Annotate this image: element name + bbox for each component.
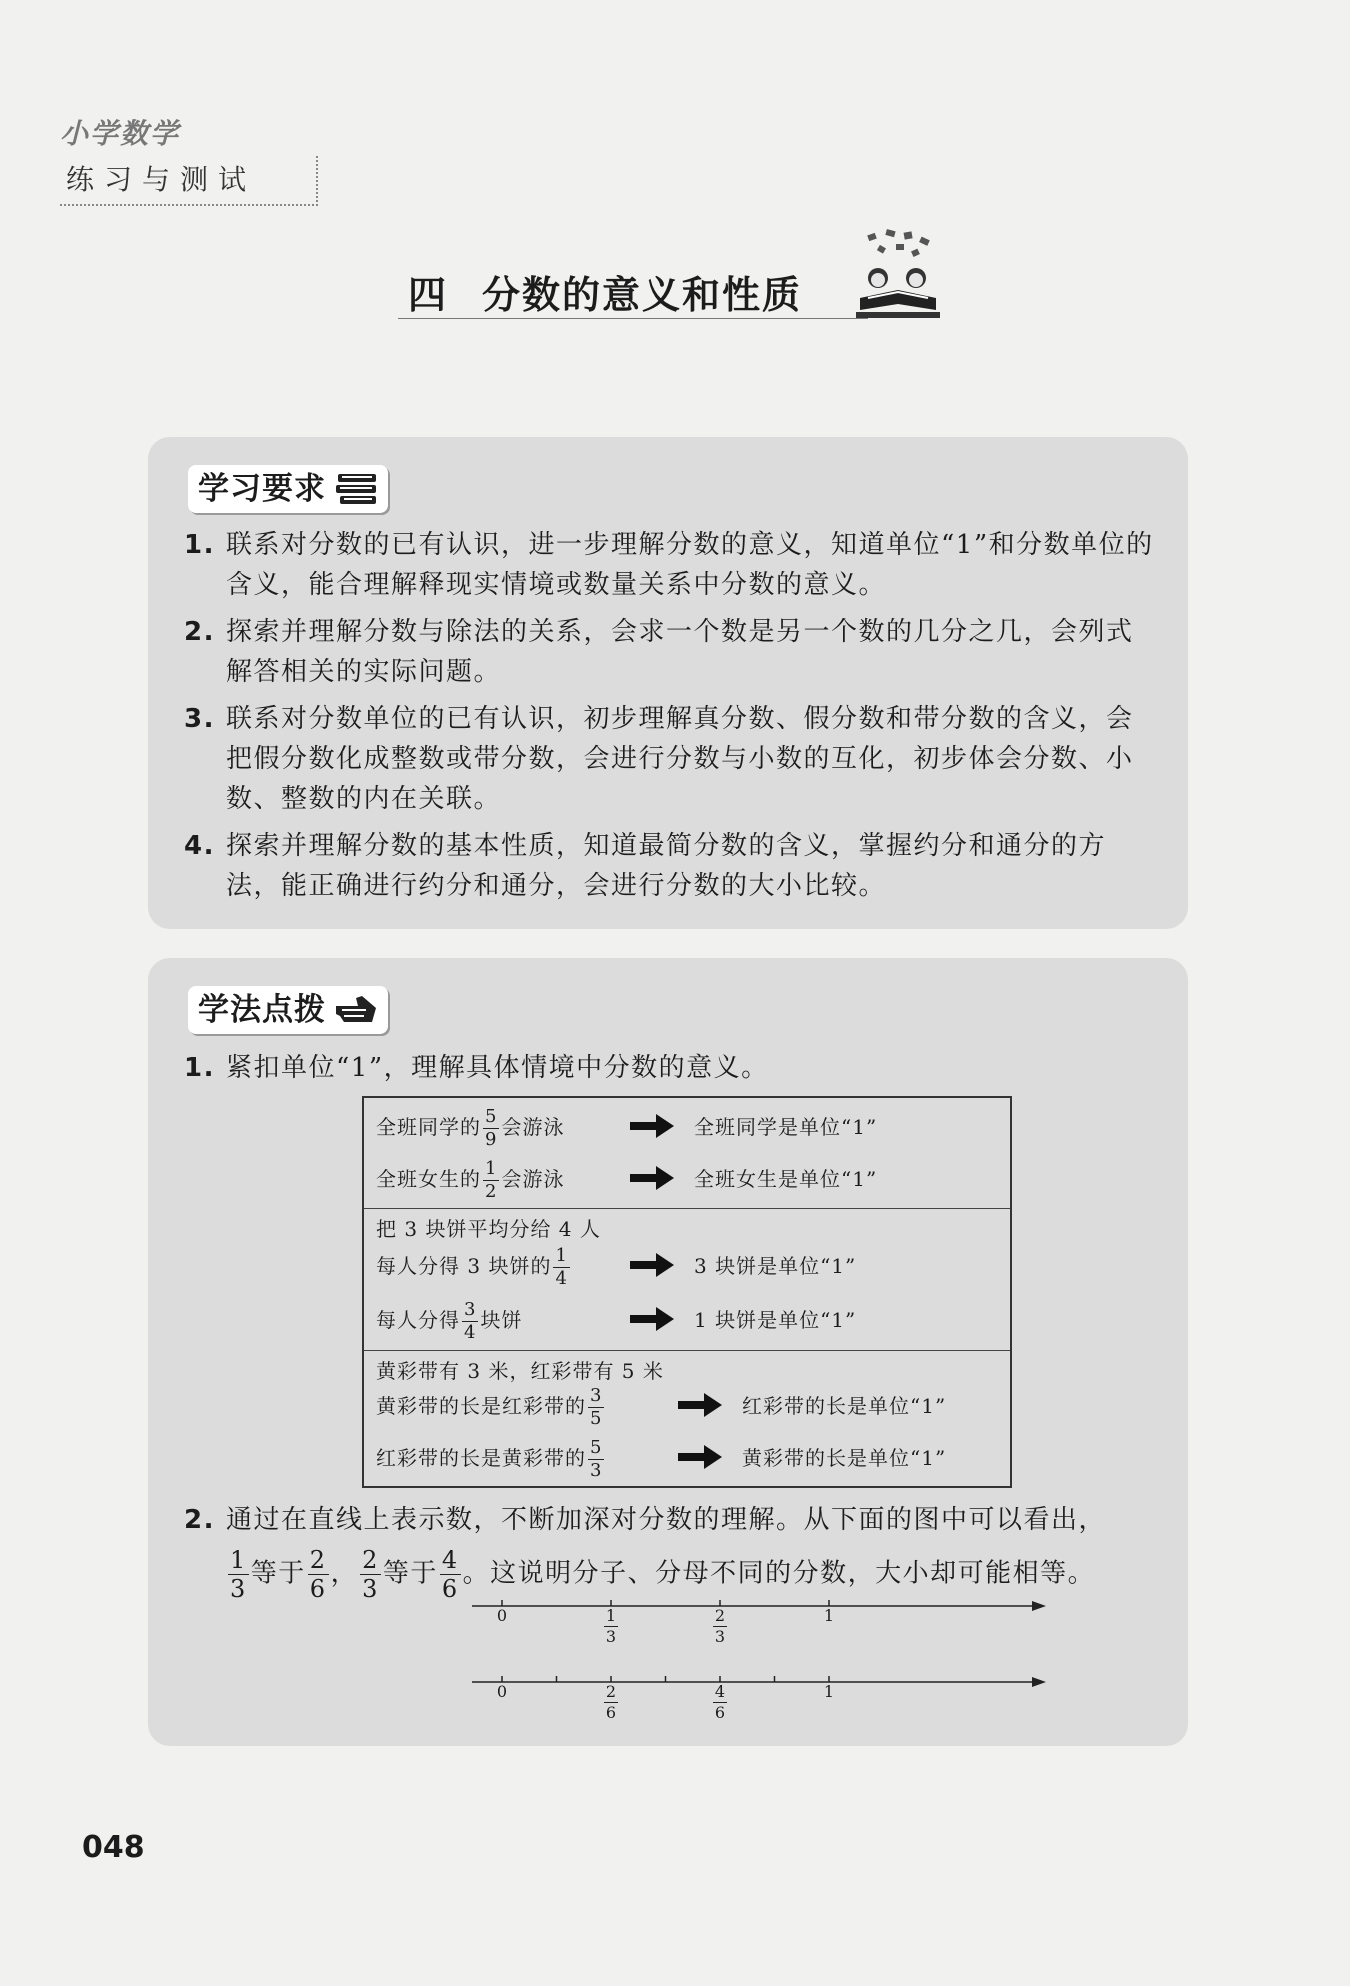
tick-label-0: 0: [496, 1682, 508, 1701]
tips-tag: [188, 986, 388, 1034]
arrow-right-icon: [630, 1114, 674, 1138]
fraction: $\frac{3}{4}$: [464, 1299, 477, 1343]
tick-label-0: 0: [496, 1606, 508, 1625]
requirements-tag: [188, 465, 388, 513]
reading-children-icon: [848, 228, 948, 324]
requirement-item: [184, 699, 1154, 819]
chapter-number: 四: [408, 272, 449, 317]
example-right: 全班女生是单位“1”: [694, 1167, 878, 1191]
item-text: 联系对分数单位的已有认识，初步理解真分数、假分数和带分数的含义，会把假分数化成整数或带分数，会进行分数与小数的互化，初步体会分数、小数、整数的内在关联。: [226, 704, 1134, 814]
item-number: 1.: [184, 1053, 215, 1083]
tick-label-1: 1: [823, 1682, 835, 1701]
example-right: 红彩带的长是单位“1”: [742, 1394, 947, 1418]
item-number: 1.: [184, 530, 215, 560]
example-right: 全班同学是单位“1”: [694, 1115, 878, 1139]
chapter-name: 分数的意义和性质: [482, 272, 803, 317]
example-row: [376, 1383, 996, 1429]
arrow-right-icon: [630, 1307, 674, 1331]
fraction: $\frac{4}{6}$: [441, 1546, 459, 1603]
arrow-right-icon: [630, 1253, 674, 1277]
example-left: 全班女生的 $\frac{1}{2}$ 会游泳: [376, 1158, 565, 1202]
page-number: 048: [82, 1830, 145, 1865]
fraction: $\frac{5}{3}$: [590, 1437, 603, 1481]
example-row: [376, 1297, 996, 1343]
example-row: [376, 1104, 996, 1150]
fraction: $\frac{1}{4}$: [555, 1245, 568, 1289]
chapter-heading: [398, 264, 958, 326]
chapter-title: [408, 264, 802, 319]
requirements-tag-label: 学习要求: [198, 471, 326, 507]
number-line-thirds: [472, 1596, 1052, 1666]
example-section: [364, 1208, 1010, 1350]
brand-header: [60, 112, 318, 206]
example-left: 黄彩带的长是红彩带的 $\frac{3}{5}$: [376, 1385, 603, 1429]
requirement-item: [184, 826, 1154, 906]
number-line-sixths: [472, 1672, 1052, 1742]
tips-tag-label: 学法点拨: [198, 992, 326, 1028]
tip-item-1: [184, 1048, 1154, 1088]
requirement-item: [184, 612, 1154, 692]
fraction: $\frac{5}{9}$: [485, 1106, 498, 1150]
example-right: 3 块饼是单位“1”: [694, 1254, 857, 1278]
fraction: $\frac{2}{3}$: [362, 1546, 379, 1603]
fraction: $\frac{1}{3}$: [230, 1546, 247, 1603]
example-right: 1 块饼是单位“1”: [694, 1308, 857, 1332]
fraction: $\frac{3}{5}$: [590, 1385, 603, 1429]
example-left: 每人分得 3 块饼的 $\frac{1}{4}$: [376, 1245, 568, 1289]
unit-one-examples-table: [362, 1096, 1012, 1488]
example-caption: 把 3 块饼平均分给 4 人: [376, 1217, 601, 1241]
book-stack-icon: [334, 471, 380, 507]
brand-subtitle: 练习与测试: [60, 156, 318, 206]
example-row: [376, 1243, 996, 1289]
fraction: $\frac{2}{6}$: [309, 1546, 327, 1603]
study-tips-panel: [148, 958, 1188, 1746]
arrow-right-icon: [630, 1166, 674, 1190]
fraction-equality-line: $\frac{1}{3}$ 等于 $\frac{2}{6}$ ， $\frac{2}{3}$ 等于 $\frac{4}{6}$ 。这说明分子、分母不同的分数，大小却可能相等。: [230, 1546, 1096, 1603]
example-left: 每人分得 $\frac{3}{4}$ 块饼: [376, 1299, 523, 1343]
example-left: 红彩带的长是黄彩带的 $\frac{5}{3}$: [376, 1437, 603, 1481]
brand-title: 小学数学: [60, 117, 181, 150]
example-row: [376, 1156, 996, 1202]
item-text: 探索并理解分数与除法的关系，会求一个数是另一个数的几分之几，会列式解答相关的实际问题。: [226, 617, 1134, 687]
number-line-axis: [472, 1596, 1052, 1616]
example-right: 黄彩带的长是单位“1”: [742, 1446, 947, 1470]
item-text: 通过在直线上表示数，不断加深对分数的理解。从下面的图中可以看出，: [226, 1505, 1107, 1535]
example-left: 全班同学的 $\frac{5}{9}$ 会游泳: [376, 1106, 565, 1150]
learning-requirements-panel: [148, 437, 1188, 929]
arrow-right-icon: [678, 1445, 722, 1469]
tick-label-two-sixths: $\frac{2}{6}$: [605, 1682, 617, 1722]
example-section: [364, 1350, 1010, 1486]
item-text: 紧扣单位“1”，理解具体情境中分数的意义。: [226, 1053, 769, 1083]
requirement-item: [184, 525, 1154, 605]
item-text: 探索并理解分数的基本性质，知道最简分数的含义，掌握约分和通分的方法，能正确进行约分和通分，会进行分数的大小比较。: [226, 831, 1107, 901]
item-number: 3.: [184, 704, 215, 734]
item-text: 联系对分数的已有认识，进一步理解分数的意义，知道单位“1”和分数单位的含义，能合理解释现实情境或数量关系中分数的意义。: [226, 530, 1154, 600]
item-number: 4.: [184, 831, 215, 861]
example-caption: 黄彩带有 3 米，红彩带有 5 米: [376, 1359, 664, 1383]
chapter-underline: [398, 318, 868, 319]
arrow-right-icon: [678, 1393, 722, 1417]
requirements-list: [184, 525, 1154, 913]
tick-label-four-sixths: $\frac{4}{6}$: [714, 1682, 726, 1722]
tick-label-one-third: $\frac{1}{3}$: [605, 1606, 617, 1646]
item-number: 2.: [184, 1505, 215, 1535]
example-row: [376, 1435, 996, 1481]
tick-label-two-thirds: $\frac{2}{3}$: [714, 1606, 726, 1646]
number-line-axis: [472, 1672, 1052, 1692]
item-number: 2.: [184, 617, 215, 647]
pointing-hand-icon: [332, 992, 380, 1028]
tip-item-2: [184, 1500, 1154, 1540]
tick-label-1: 1: [823, 1606, 835, 1625]
fraction: $\frac{1}{2}$: [485, 1158, 498, 1202]
example-section: [364, 1098, 1010, 1208]
